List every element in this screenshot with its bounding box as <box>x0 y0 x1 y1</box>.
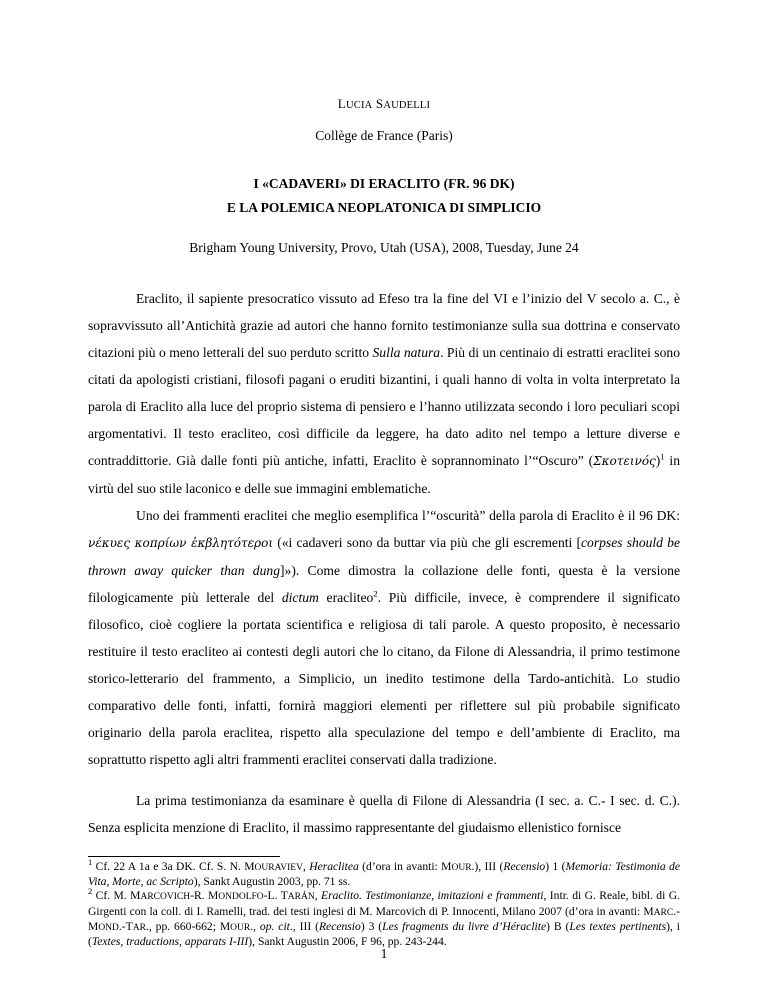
paragraph-1: Eraclito, il sapiente presocratico vissuto ad Efeso tra la fine del VI e l’inizio del V secolo a. C., è sopravvissuto all’Antichità grazie ad autori che hanno fornito testimonianze sulla sua dottrina e conservato citazioni più o meno letterali del suo perduto scritto Sulla natura. Più di un centinaio di estratti eraclitei sono citati da apologisti cristiani, filosofi pagani o eruditi bizantini, i quali hanno di volta in volta interpretato la parola di Eraclito alla luce del proprio sistema di pensiero e l’hanno utilizzata secondo i loro peculiari scopi argomentativi. Il testo eracliteo, così difficile da leggere, ha dato adito nel tempo a letture diverse e contraddittorie. Già dalle fonti più antiche, infatti, Eraclito è soprannominato l’“Oscuro” $(\Sigma\kappa o\tau\varepsilon\iota\nu ό\varsigma)^1$ in virtù del suo stile laconico e delle sue immagini emblematiche. <box>88 291 680 496</box>
title-line-1: I «CADAVERI» DI ERACLITO (FR. 96 DK) <box>253 176 515 191</box>
paper-title <box>88 172 680 220</box>
body-text <box>88 285 680 841</box>
page-number: 1 <box>380 946 388 961</box>
footnote-ref-1[interactable]: 1 <box>660 451 665 462</box>
footnote-ref-2[interactable]: 2 <box>373 588 378 599</box>
paragraph-3: La prima testimonianza da esaminare è quella di Filone di Alessandria (I sec. a. C.- I sec. d. C.). Senza esplicita menzione di Eraclito, il massimo rappresentante del giudaismo ellenistico fornisce <box>88 793 680 835</box>
paragraph-2: Uno dei frammenti eraclitei che meglio esemplifica l’“oscurità” della parola di Eraclito è il 96 DK: νέκυες κοπρίων ἐκβλητότεροι («i cadaveri sono da buttar via più che gli escrementi [corpses should be thrown away quicker than dung]»). Come dimostra la collazione delle fonti, questa è la versione filologicamente più letterale del dictum eracliteo$^2$. Più difficile, invece, è comprendere il significato filosofico, cioè cogliere la portata scientifica e religiosa di tali parole. A questo proposito, è necessario restituire il testo eracliteo ai contesti degli autori che lo citano, da Filone di Alessandria, il primo testimone storico-letterario del frammento, a Simplicio, un inedito testimone della Tardo-antichità. Lo studio comparativo delle fonti, infatti, fornirà maggiori elementi per riflettere sul più probabile significato originario della parola eraclitea, rispetto alla speculazione del tempo e dell’ambiente di Eraclito, ma soprattutto rispetto agli altri frammenti eraclitei conservati dalla tradizione. <box>88 508 681 767</box>
footnotes <box>88 857 680 949</box>
title-line-2: E LA POLEMICA NEOPLATONICA DI SIMPLICIO <box>226 200 542 215</box>
document-page <box>88 0 680 994</box>
author-name: LUCIA SAUDELLI <box>337 96 431 111</box>
footnote-2: $^2$ Cf. M. MARCOVICH-R. MONDOLFO-L. TARÁN, Eraclito. Testimonianze, imitazioni e frammenti, Intr. di G. Reale, bibl. di G. Girgenti con la coll. di I. Ramelli, trad. dei testi inglesi di M. Marcovich di P. Innocenti, Milano 2007 (d’ora in avanti: MARC.-MOND.-TAR., pp. 660-662; MOUR., op. cit., III (Recensio) 3 (Les fragments du livre d’Héraclite) B (Les textes pertinents), i (Textes, traductions, apparats I-III), Sankt Augustin 2006, F 96, pp. 243-244. <box>88 886 680 949</box>
conference-line: Brigham Young University, Provo, Utah (USA), 2008, Tuesday, June 24 <box>189 240 579 255</box>
affiliation: Collège de France (Paris) <box>315 128 453 143</box>
footnote-1: $^1$ Cf. 22 A 1a e 3a DK. Cf. S. N. MOURAVIEV, Heraclitea (d’ora in avanti: MOUR.), III (Recensio) 1 (Memoria: Testimonia de Vita, Morte, ac Scripto), Sankt Augustin 2003, pp. 71 ss. <box>88 857 680 889</box>
greek-fragment: νέκυες κοπρίων ἐκβλητότεροι <box>88 536 274 550</box>
footnote-separator <box>88 856 280 857</box>
greek-text: Σκοτεινός <box>593 454 656 468</box>
